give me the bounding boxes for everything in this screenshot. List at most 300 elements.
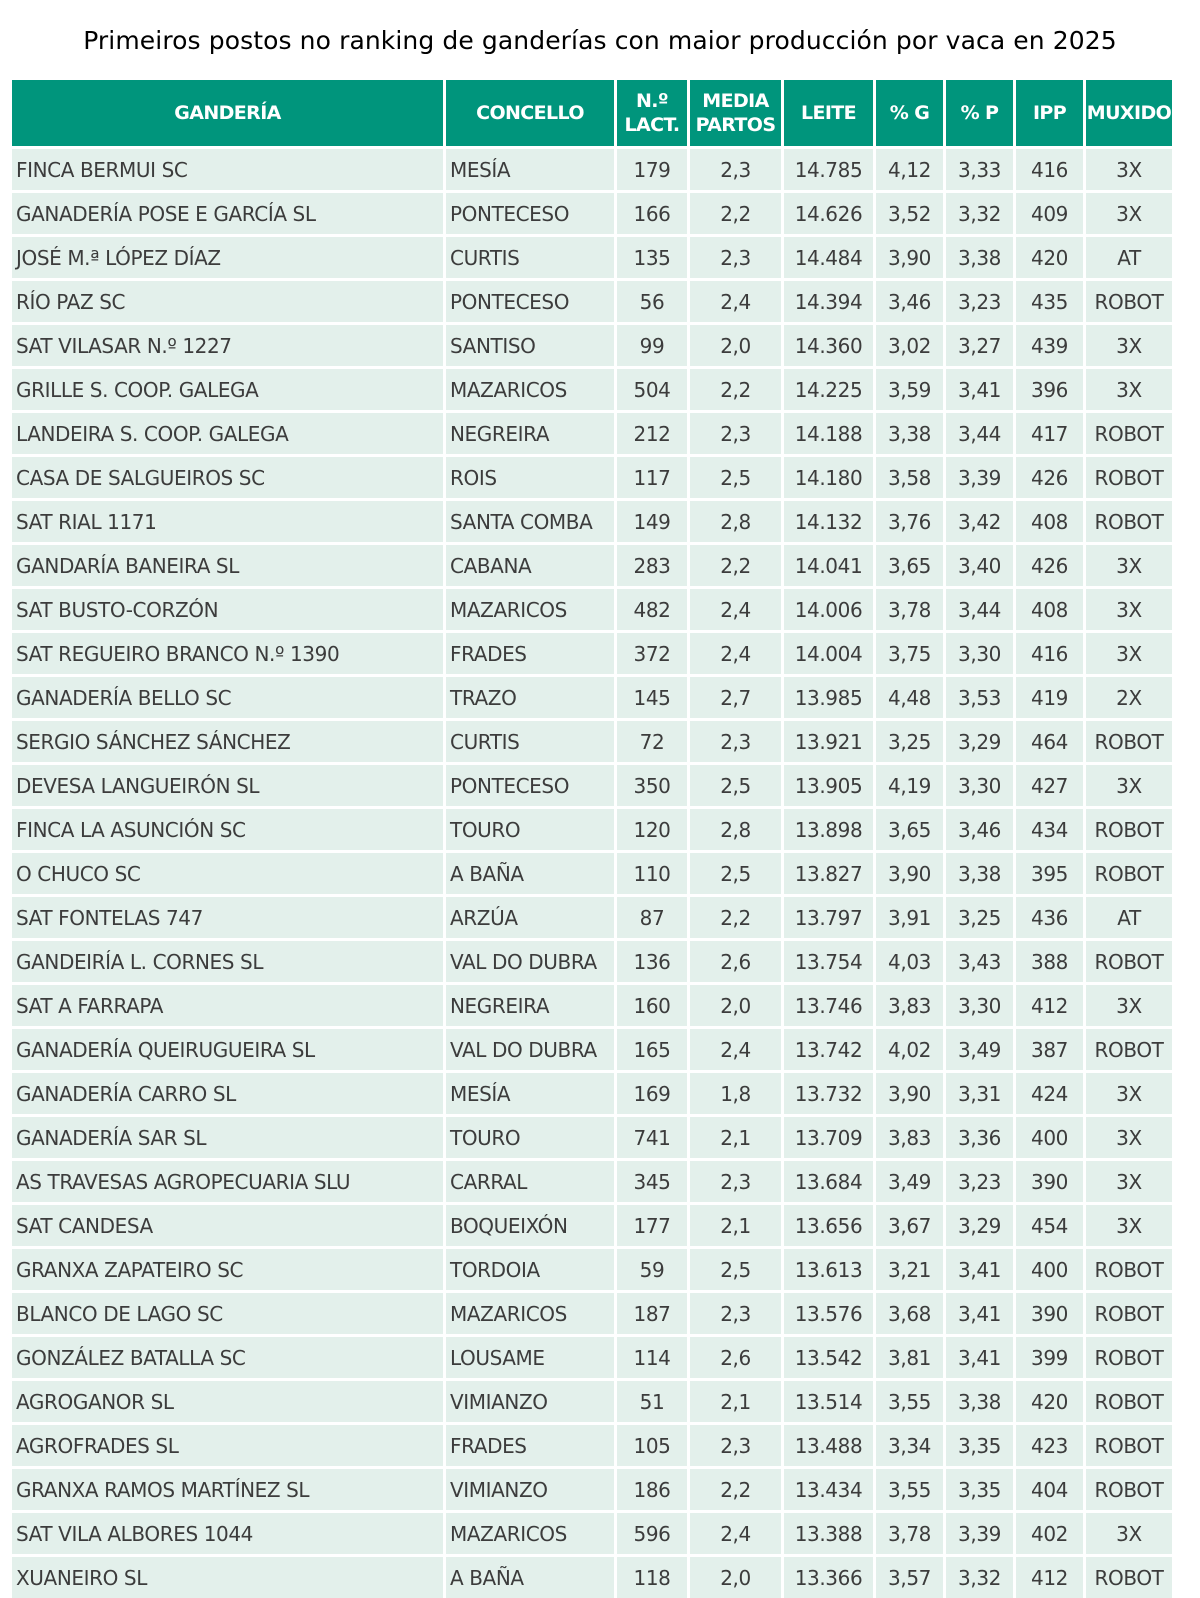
cell-ganderia: DEVESA LANGUEIRÓN SL xyxy=(12,762,446,806)
cell-proteina: 3,49 xyxy=(946,1026,1016,1070)
cell-concello: NEGREIRA xyxy=(446,410,617,454)
cell-concello: CURTIS xyxy=(446,718,617,762)
cell-leite: 14.041 xyxy=(784,542,876,586)
cell-media-partos: 2,5 xyxy=(690,1246,784,1290)
cell-concello: PONTECESO xyxy=(446,278,617,322)
cell-concello: MAZARICOS xyxy=(446,1510,617,1554)
cell-muxido: ROBOT xyxy=(1086,1554,1172,1598)
cell-grasa: 3,83 xyxy=(876,982,946,1026)
table-row xyxy=(12,762,1172,806)
cell-leite: 13.827 xyxy=(784,850,876,894)
cell-media-partos: 2,0 xyxy=(690,982,784,1026)
cell-concello: CABANA xyxy=(446,542,617,586)
cell-leite: 13.434 xyxy=(784,1466,876,1510)
cell-ganderia: GANDARÍA BANEIRA SL xyxy=(12,542,446,586)
cell-lactacions: 165 xyxy=(617,1026,690,1070)
cell-proteina: 3,43 xyxy=(946,938,1016,982)
cell-ganderia: SAT VILASAR N.º 1227 xyxy=(12,322,446,366)
cell-proteina: 3,38 xyxy=(946,850,1016,894)
table-row xyxy=(12,718,1172,762)
cell-lactacions: 177 xyxy=(617,1202,690,1246)
cell-leite: 13.656 xyxy=(784,1202,876,1246)
cell-lactacions: 87 xyxy=(617,894,690,938)
cell-ipp: 412 xyxy=(1016,1554,1086,1598)
cell-proteina: 3,41 xyxy=(946,1290,1016,1334)
cell-concello: SANTISO xyxy=(446,322,617,366)
table-row xyxy=(12,454,1172,498)
cell-ganderia: AGROGANOR SL xyxy=(12,1378,446,1422)
cell-leite: 13.985 xyxy=(784,674,876,718)
cell-leite: 14.626 xyxy=(784,190,876,234)
cell-lactacions: 135 xyxy=(617,234,690,278)
cell-muxido: 3X xyxy=(1086,630,1172,674)
cell-grasa: 3,90 xyxy=(876,234,946,278)
cell-lactacions: 504 xyxy=(617,366,690,410)
cell-ganderia: SAT RIAL 1171 xyxy=(12,498,446,542)
cell-ganderia: XUANEIRO SL xyxy=(12,1554,446,1598)
table-row xyxy=(12,1378,1172,1422)
cell-proteina: 3,35 xyxy=(946,1422,1016,1466)
cell-ipp: 399 xyxy=(1016,1334,1086,1378)
table-header xyxy=(12,80,1172,146)
cell-ganderia: GONZÁLEZ BATALLA SC xyxy=(12,1334,446,1378)
cell-lactacions: 114 xyxy=(617,1334,690,1378)
cell-ganderia: SAT VILA ALBORES 1044 xyxy=(12,1510,446,1554)
cell-lactacions: 345 xyxy=(617,1158,690,1202)
cell-leite: 14.004 xyxy=(784,630,876,674)
cell-concello: TRAZO xyxy=(446,674,617,718)
cell-ganderia: GANADERÍA SAR SL xyxy=(12,1114,446,1158)
cell-lactacions: 372 xyxy=(617,630,690,674)
table-row xyxy=(12,1202,1172,1246)
cell-ganderia: GRANXA ZAPATEIRO SC xyxy=(12,1246,446,1290)
cell-concello: VIMIANZO xyxy=(446,1378,617,1422)
cell-media-partos: 2,0 xyxy=(690,322,784,366)
cell-muxido: ROBOT xyxy=(1086,806,1172,850)
cell-concello: SANTA COMBA xyxy=(446,498,617,542)
cell-leite: 13.366 xyxy=(784,1554,876,1598)
cell-leite: 13.797 xyxy=(784,894,876,938)
cell-leite: 13.746 xyxy=(784,982,876,1026)
cell-ipp: 402 xyxy=(1016,1510,1086,1554)
cell-muxido: ROBOT xyxy=(1086,278,1172,322)
cell-ipp: 427 xyxy=(1016,762,1086,806)
table-row xyxy=(12,586,1172,630)
cell-muxido: ROBOT xyxy=(1086,1246,1172,1290)
cell-ganderia: BLANCO DE LAGO SC xyxy=(12,1290,446,1334)
cell-grasa: 3,83 xyxy=(876,1114,946,1158)
cell-muxido: 3X xyxy=(1086,1202,1172,1246)
table-row xyxy=(12,806,1172,850)
cell-grasa: 3,25 xyxy=(876,718,946,762)
cell-grasa: 4,19 xyxy=(876,762,946,806)
table-row xyxy=(12,498,1172,542)
cell-lactacions: 59 xyxy=(617,1246,690,1290)
cell-concello: VIMIANZO xyxy=(446,1466,617,1510)
cell-leite: 13.488 xyxy=(784,1422,876,1466)
cell-muxido: ROBOT xyxy=(1086,1466,1172,1510)
cell-grasa: 3,34 xyxy=(876,1422,946,1466)
cell-ipp: 400 xyxy=(1016,1114,1086,1158)
cell-leite: 13.542 xyxy=(784,1334,876,1378)
table-row xyxy=(12,1290,1172,1334)
cell-media-partos: 2,8 xyxy=(690,498,784,542)
cell-ipp: 439 xyxy=(1016,322,1086,366)
cell-proteina: 3,32 xyxy=(946,190,1016,234)
cell-lactacions: 169 xyxy=(617,1070,690,1114)
cell-muxido: ROBOT xyxy=(1086,718,1172,762)
cell-lactacions: 212 xyxy=(617,410,690,454)
cell-ipp: 395 xyxy=(1016,850,1086,894)
cell-muxido: 2X xyxy=(1086,674,1172,718)
header-grasa: % G xyxy=(876,80,946,146)
cell-grasa: 3,90 xyxy=(876,850,946,894)
table-row xyxy=(12,1422,1172,1466)
cell-concello: LOUSAME xyxy=(446,1334,617,1378)
cell-media-partos: 2,2 xyxy=(690,894,784,938)
cell-muxido: ROBOT xyxy=(1086,454,1172,498)
header-lactacions: N.º LACT. xyxy=(617,80,690,146)
cell-ganderia: GANADERÍA QUEIRUGUEIRA SL xyxy=(12,1026,446,1070)
cell-concello: A BAÑA xyxy=(446,1554,617,1598)
cell-lactacions: 99 xyxy=(617,322,690,366)
cell-leite: 13.576 xyxy=(784,1290,876,1334)
cell-media-partos: 2,3 xyxy=(690,146,784,190)
cell-proteina: 3,29 xyxy=(946,718,1016,762)
table-row xyxy=(12,1114,1172,1158)
table-body xyxy=(12,146,1172,1598)
table-row xyxy=(12,366,1172,410)
cell-media-partos: 2,2 xyxy=(690,190,784,234)
cell-lactacions: 149 xyxy=(617,498,690,542)
cell-proteina: 3,38 xyxy=(946,1378,1016,1422)
table-row xyxy=(12,542,1172,586)
cell-lactacions: 136 xyxy=(617,938,690,982)
cell-media-partos: 2,2 xyxy=(690,366,784,410)
cell-proteina: 3,23 xyxy=(946,278,1016,322)
cell-media-partos: 2,5 xyxy=(690,762,784,806)
cell-proteina: 3,32 xyxy=(946,1554,1016,1598)
cell-grasa: 3,90 xyxy=(876,1070,946,1114)
table-row xyxy=(12,1554,1172,1598)
cell-grasa: 4,03 xyxy=(876,938,946,982)
cell-leite: 14.394 xyxy=(784,278,876,322)
cell-ipp: 423 xyxy=(1016,1422,1086,1466)
cell-muxido: ROBOT xyxy=(1086,1378,1172,1422)
cell-grasa: 3,58 xyxy=(876,454,946,498)
cell-grasa: 3,55 xyxy=(876,1466,946,1510)
cell-lactacions: 117 xyxy=(617,454,690,498)
cell-grasa: 3,21 xyxy=(876,1246,946,1290)
cell-leite: 14.188 xyxy=(784,410,876,454)
header-ipp: IPP xyxy=(1016,80,1086,146)
cell-leite: 13.684 xyxy=(784,1158,876,1202)
cell-ipp: 400 xyxy=(1016,1246,1086,1290)
cell-concello: TOURO xyxy=(446,806,617,850)
cell-media-partos: 2,6 xyxy=(690,938,784,982)
table-row xyxy=(12,938,1172,982)
table-row xyxy=(12,674,1172,718)
cell-media-partos: 2,3 xyxy=(690,1158,784,1202)
cell-proteina: 3,41 xyxy=(946,366,1016,410)
cell-muxido: 3X xyxy=(1086,366,1172,410)
table-row xyxy=(12,1026,1172,1070)
cell-leite: 13.732 xyxy=(784,1070,876,1114)
cell-lactacions: 105 xyxy=(617,1422,690,1466)
table-row xyxy=(12,630,1172,674)
cell-proteina: 3,30 xyxy=(946,630,1016,674)
cell-media-partos: 2,4 xyxy=(690,586,784,630)
cell-leite: 14.225 xyxy=(784,366,876,410)
cell-lactacions: 166 xyxy=(617,190,690,234)
cell-lactacions: 283 xyxy=(617,542,690,586)
cell-ganderia: SAT REGUEIRO BRANCO N.º 1390 xyxy=(12,630,446,674)
cell-ganderia: SAT FONTELAS 747 xyxy=(12,894,446,938)
cell-concello: MAZARICOS xyxy=(446,1290,617,1334)
cell-proteina: 3,44 xyxy=(946,586,1016,630)
cell-proteina: 3,41 xyxy=(946,1334,1016,1378)
cell-muxido: ROBOT xyxy=(1086,938,1172,982)
cell-ipp: 435 xyxy=(1016,278,1086,322)
cell-grasa: 3,91 xyxy=(876,894,946,938)
cell-media-partos: 2,4 xyxy=(690,278,784,322)
cell-grasa: 3,55 xyxy=(876,1378,946,1422)
cell-proteina: 3,41 xyxy=(946,1246,1016,1290)
cell-ganderia: SAT A FARRAPA xyxy=(12,982,446,1026)
cell-concello: A BAÑA xyxy=(446,850,617,894)
header-concello: CONCELLO xyxy=(446,80,617,146)
cell-ganderia: SERGIO SÁNCHEZ SÁNCHEZ xyxy=(12,718,446,762)
cell-grasa: 3,76 xyxy=(876,498,946,542)
cell-media-partos: 2,3 xyxy=(690,410,784,454)
cell-muxido: ROBOT xyxy=(1086,850,1172,894)
cell-media-partos: 2,0 xyxy=(690,1554,784,1598)
cell-proteina: 3,29 xyxy=(946,1202,1016,1246)
cell-media-partos: 2,8 xyxy=(690,806,784,850)
cell-grasa: 3,81 xyxy=(876,1334,946,1378)
cell-grasa: 4,12 xyxy=(876,146,946,190)
cell-concello: PONTECESO xyxy=(446,762,617,806)
cell-lactacions: 118 xyxy=(617,1554,690,1598)
cell-leite: 14.180 xyxy=(784,454,876,498)
cell-media-partos: 2,4 xyxy=(690,1510,784,1554)
cell-proteina: 3,25 xyxy=(946,894,1016,938)
cell-muxido: ROBOT xyxy=(1086,1334,1172,1378)
cell-leite: 13.742 xyxy=(784,1026,876,1070)
cell-muxido: ROBOT xyxy=(1086,1290,1172,1334)
cell-concello: MESÍA xyxy=(446,1070,617,1114)
cell-proteina: 3,30 xyxy=(946,762,1016,806)
cell-ganderia: FINCA LA ASUNCIÓN SC xyxy=(12,806,446,850)
cell-ipp: 390 xyxy=(1016,1158,1086,1202)
cell-leite: 14.006 xyxy=(784,586,876,630)
table-row xyxy=(12,234,1172,278)
cell-ipp: 420 xyxy=(1016,1378,1086,1422)
table-row xyxy=(12,1510,1172,1554)
cell-grasa: 3,78 xyxy=(876,1510,946,1554)
cell-ipp: 434 xyxy=(1016,806,1086,850)
cell-concello: FRADES xyxy=(446,1422,617,1466)
cell-ganderia: SAT BUSTO-CORZÓN xyxy=(12,586,446,630)
cell-concello: ARZÚA xyxy=(446,894,617,938)
cell-proteina: 3,40 xyxy=(946,542,1016,586)
cell-leite: 14.484 xyxy=(784,234,876,278)
cell-concello: MAZARICOS xyxy=(446,366,617,410)
cell-grasa: 3,65 xyxy=(876,806,946,850)
cell-media-partos: 2,1 xyxy=(690,1202,784,1246)
cell-muxido: 3X xyxy=(1086,586,1172,630)
cell-lactacions: 120 xyxy=(617,806,690,850)
header-muxido: MUXIDO xyxy=(1086,80,1172,146)
cell-muxido: 3X xyxy=(1086,982,1172,1026)
cell-leite: 14.785 xyxy=(784,146,876,190)
cell-ipp: 424 xyxy=(1016,1070,1086,1114)
cell-ganderia: CASA DE SALGUEIROS SC xyxy=(12,454,446,498)
cell-concello: PONTECESO xyxy=(446,190,617,234)
table-row xyxy=(12,146,1172,190)
cell-leite: 13.514 xyxy=(784,1378,876,1422)
cell-ipp: 426 xyxy=(1016,454,1086,498)
cell-ipp: 409 xyxy=(1016,190,1086,234)
cell-concello: BOQUEIXÓN xyxy=(446,1202,617,1246)
cell-concello: TORDOIA xyxy=(446,1246,617,1290)
cell-ganderia: GANDEIRÍA L. CORNES SL xyxy=(12,938,446,982)
cell-proteina: 3,42 xyxy=(946,498,1016,542)
cell-proteina: 3,30 xyxy=(946,982,1016,1026)
cell-lactacions: 51 xyxy=(617,1378,690,1422)
cell-grasa: 3,52 xyxy=(876,190,946,234)
cell-leite: 13.613 xyxy=(784,1246,876,1290)
cell-grasa: 3,65 xyxy=(876,542,946,586)
cell-muxido: ROBOT xyxy=(1086,1422,1172,1466)
cell-leite: 13.898 xyxy=(784,806,876,850)
cell-concello: FRADES xyxy=(446,630,617,674)
cell-muxido: ROBOT xyxy=(1086,1026,1172,1070)
table-row xyxy=(12,322,1172,366)
cell-ipp: 390 xyxy=(1016,1290,1086,1334)
cell-leite: 14.360 xyxy=(784,322,876,366)
table-row xyxy=(12,894,1172,938)
cell-ganderia: GANADERÍA BELLO SC xyxy=(12,674,446,718)
header-row xyxy=(12,80,1172,146)
cell-ipp: 412 xyxy=(1016,982,1086,1026)
cell-proteina: 3,46 xyxy=(946,806,1016,850)
cell-media-partos: 2,2 xyxy=(690,542,784,586)
cell-leite: 14.132 xyxy=(784,498,876,542)
cell-ganderia: GANADERÍA CARRO SL xyxy=(12,1070,446,1114)
cell-proteina: 3,35 xyxy=(946,1466,1016,1510)
cell-concello: ROIS xyxy=(446,454,617,498)
cell-concello: MAZARICOS xyxy=(446,586,617,630)
cell-proteina: 3,39 xyxy=(946,1510,1016,1554)
cell-media-partos: 2,4 xyxy=(690,630,784,674)
cell-media-partos: 2,4 xyxy=(690,1026,784,1070)
cell-grasa: 3,75 xyxy=(876,630,946,674)
cell-grasa: 4,48 xyxy=(876,674,946,718)
cell-ganderia: GRANXA RAMOS MARTÍNEZ SL xyxy=(12,1466,446,1510)
cell-ipp: 416 xyxy=(1016,630,1086,674)
cell-media-partos: 2,5 xyxy=(690,850,784,894)
cell-muxido: 3X xyxy=(1086,542,1172,586)
cell-ganderia: O CHUCO SC xyxy=(12,850,446,894)
cell-ganderia: RÍO PAZ SC xyxy=(12,278,446,322)
cell-grasa: 3,68 xyxy=(876,1290,946,1334)
cell-ipp: 408 xyxy=(1016,498,1086,542)
cell-proteina: 3,44 xyxy=(946,410,1016,454)
cell-grasa: 3,57 xyxy=(876,1554,946,1598)
cell-concello: VAL DO DUBRA xyxy=(446,1026,617,1070)
cell-media-partos: 2,3 xyxy=(690,718,784,762)
cell-lactacions: 179 xyxy=(617,146,690,190)
cell-muxido: 3X xyxy=(1086,1114,1172,1158)
cell-media-partos: 2,3 xyxy=(690,1290,784,1334)
table-row xyxy=(12,1246,1172,1290)
cell-ganderia: AGROFRADES SL xyxy=(12,1422,446,1466)
cell-muxido: AT xyxy=(1086,894,1172,938)
cell-lactacions: 186 xyxy=(617,1466,690,1510)
cell-ganderia: GRILLE S. COOP. GALEGA xyxy=(12,366,446,410)
cell-ganderia: SAT CANDESA xyxy=(12,1202,446,1246)
cell-lactacions: 350 xyxy=(617,762,690,806)
ranking-table xyxy=(12,80,1172,1598)
cell-grasa: 3,02 xyxy=(876,322,946,366)
table-row xyxy=(12,1158,1172,1202)
cell-ganderia: FINCA BERMUI SC xyxy=(12,146,446,190)
cell-muxido: AT xyxy=(1086,234,1172,278)
cell-ipp: 416 xyxy=(1016,146,1086,190)
cell-media-partos: 2,6 xyxy=(690,1334,784,1378)
cell-ipp: 420 xyxy=(1016,234,1086,278)
table-row xyxy=(12,1466,1172,1510)
cell-leite: 13.754 xyxy=(784,938,876,982)
cell-grasa: 4,02 xyxy=(876,1026,946,1070)
cell-muxido: 3X xyxy=(1086,190,1172,234)
cell-proteina: 3,36 xyxy=(946,1114,1016,1158)
cell-ipp: 464 xyxy=(1016,718,1086,762)
cell-ipp: 388 xyxy=(1016,938,1086,982)
cell-ipp: 419 xyxy=(1016,674,1086,718)
table-row xyxy=(12,190,1172,234)
cell-muxido: ROBOT xyxy=(1086,498,1172,542)
cell-concello: VAL DO DUBRA xyxy=(446,938,617,982)
cell-lactacions: 187 xyxy=(617,1290,690,1334)
cell-ganderia: JOSÉ M.ª LÓPEZ DÍAZ xyxy=(12,234,446,278)
cell-grasa: 3,78 xyxy=(876,586,946,630)
cell-media-partos: 2,1 xyxy=(690,1114,784,1158)
header-media-partos: MEDIA PARTOS xyxy=(690,80,784,146)
cell-media-partos: 2,5 xyxy=(690,454,784,498)
cell-muxido: 3X xyxy=(1086,762,1172,806)
table-row xyxy=(12,1334,1172,1378)
cell-lactacions: 482 xyxy=(617,586,690,630)
cell-ganderia: GANADERÍA POSE E GARCÍA SL xyxy=(12,190,446,234)
cell-ipp: 417 xyxy=(1016,410,1086,454)
page-title: Primeiros postos no ranking de ganderías con maior producción por vaca en 2025 xyxy=(83,26,1117,55)
cell-media-partos: 2,3 xyxy=(690,234,784,278)
cell-ipp: 404 xyxy=(1016,1466,1086,1510)
cell-leite: 13.388 xyxy=(784,1510,876,1554)
header-ganderia: GANDERÍA xyxy=(12,80,446,146)
cell-concello: MESÍA xyxy=(446,146,617,190)
cell-concello: NEGREIRA xyxy=(446,982,617,1026)
cell-muxido: 3X xyxy=(1086,1510,1172,1554)
cell-lactacions: 160 xyxy=(617,982,690,1026)
cell-proteina: 3,53 xyxy=(946,674,1016,718)
cell-lactacions: 110 xyxy=(617,850,690,894)
cell-concello: CARRAL xyxy=(446,1158,617,1202)
cell-lactacions: 596 xyxy=(617,1510,690,1554)
table-row xyxy=(12,982,1172,1026)
